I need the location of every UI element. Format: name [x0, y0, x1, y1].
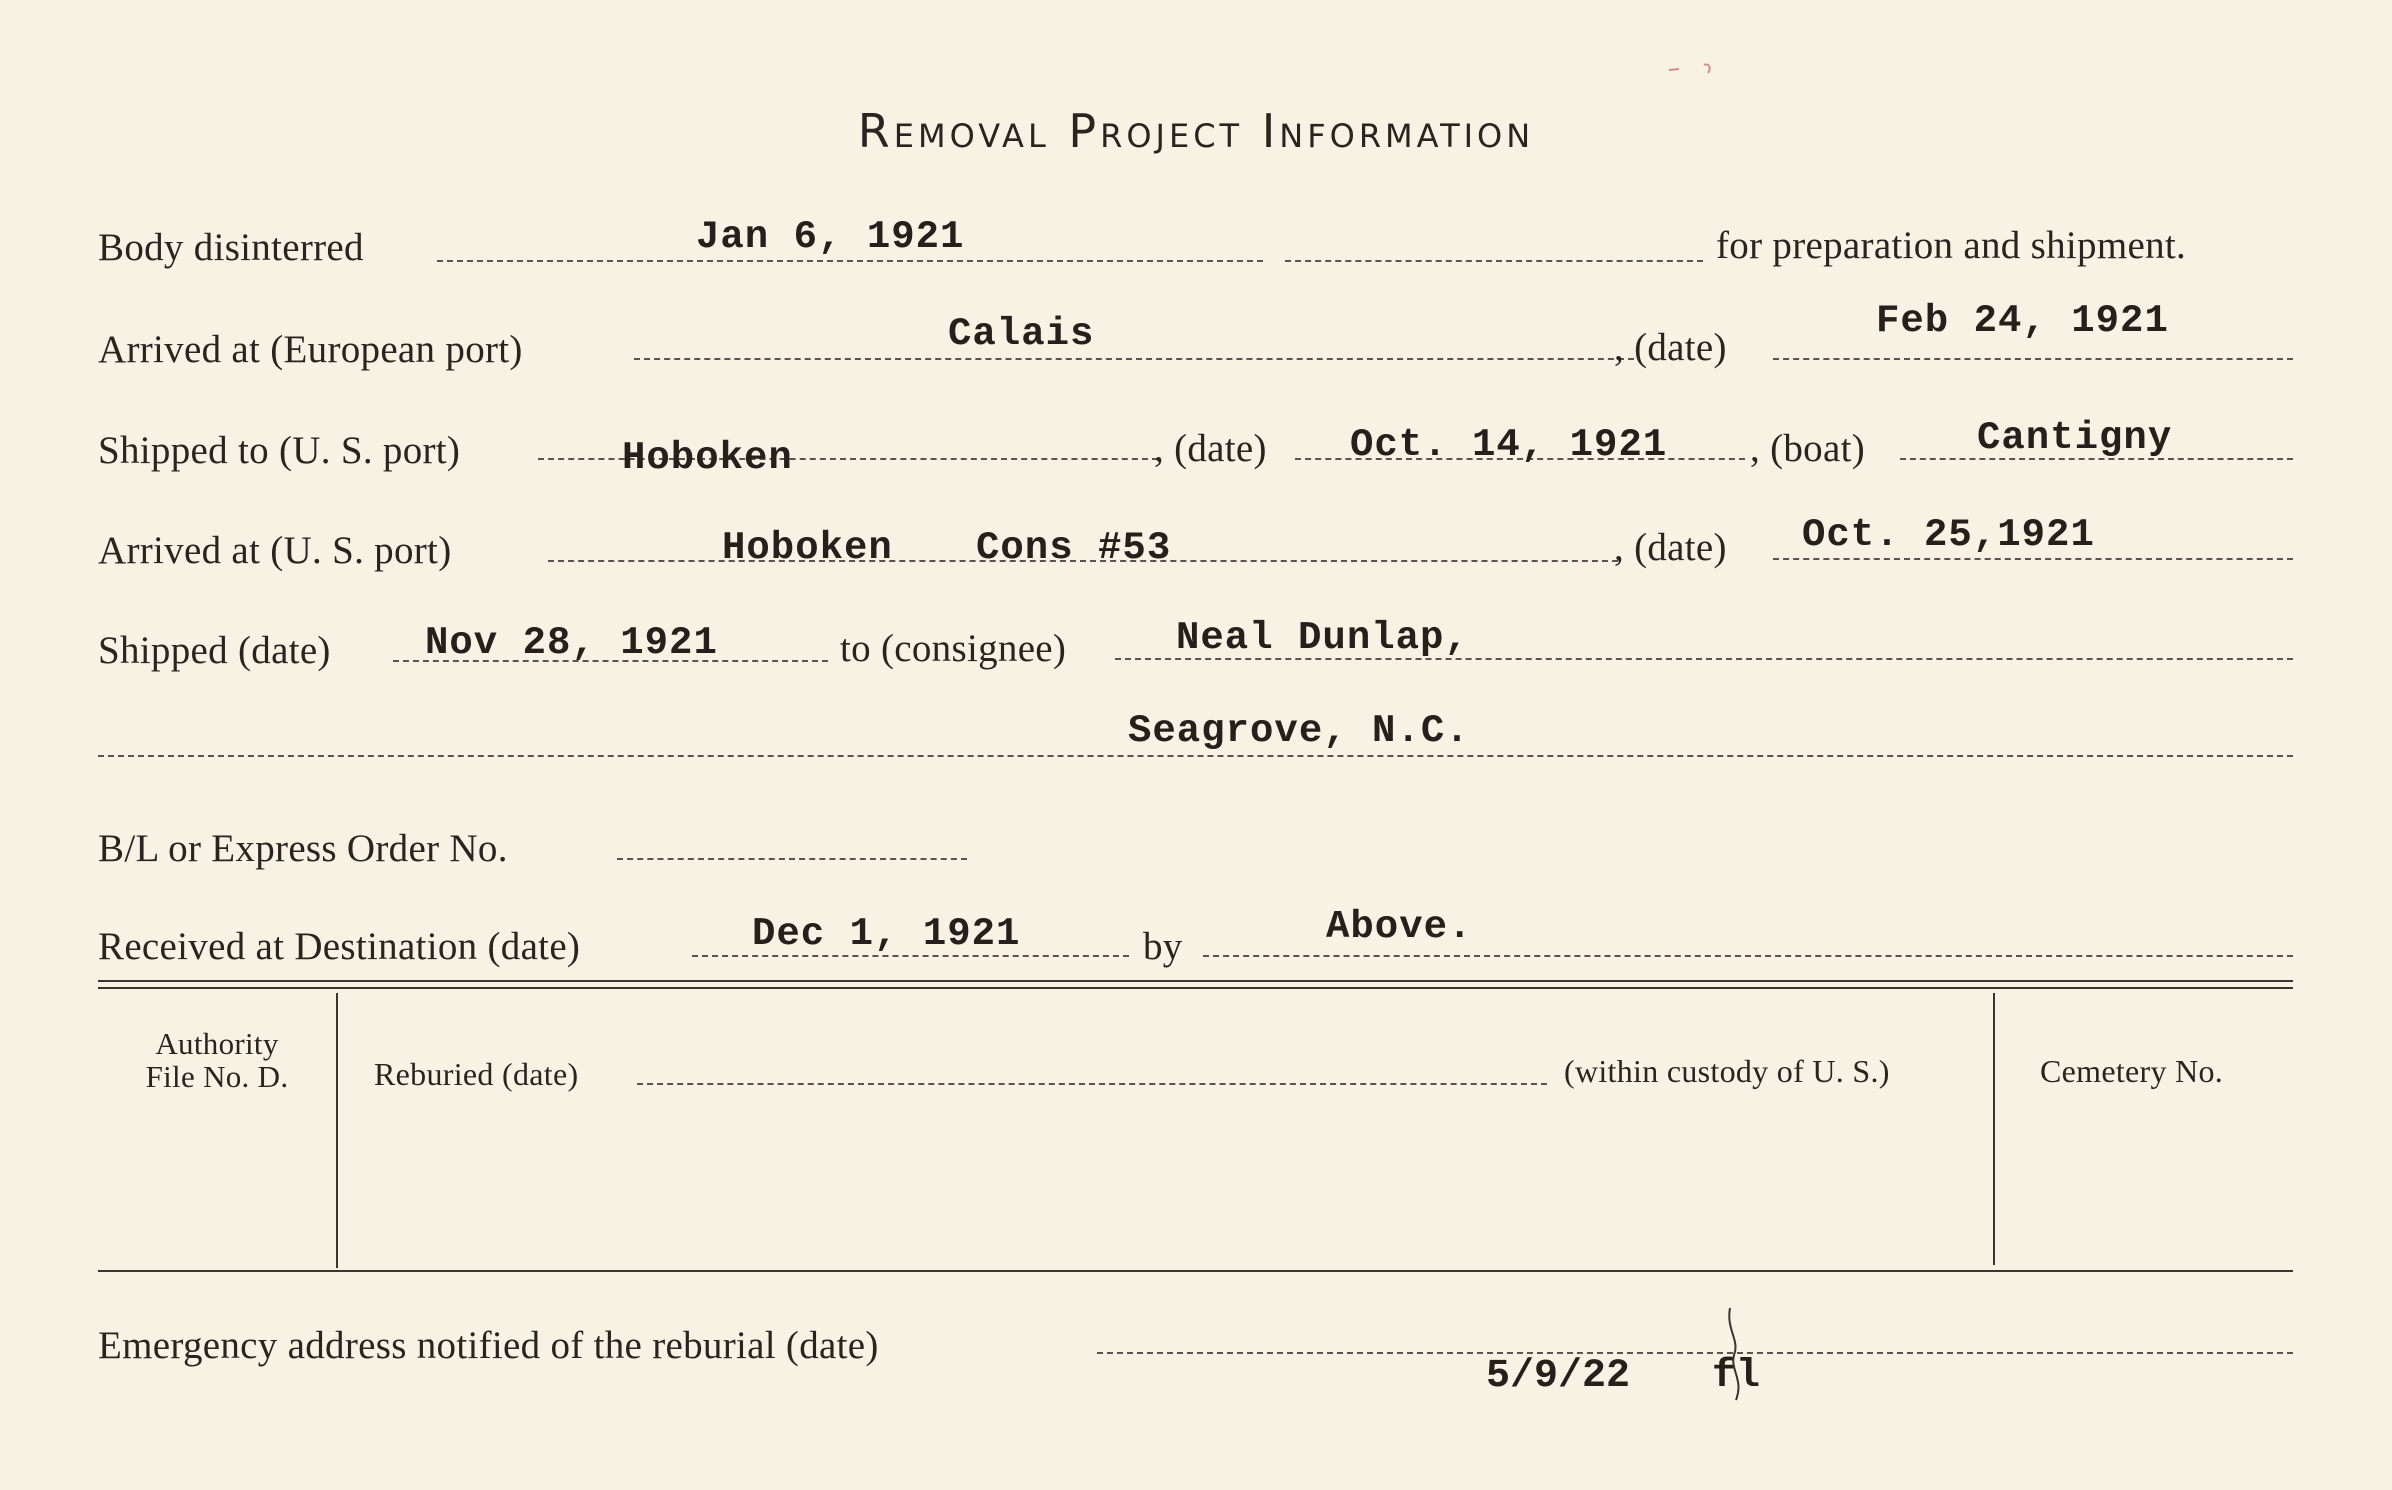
arrived-european-port-value: Calais: [948, 312, 1095, 356]
bl-express-order-label: B/L or Express Order No.: [98, 827, 508, 870]
emergency-notified-label: Emergency address notified of the reburial (date): [98, 1324, 879, 1367]
disinterred-date-value: Jan 6, 1921: [696, 215, 965, 259]
cemetery-number-label: Cemetery No.: [2040, 1053, 2224, 1089]
initials-value: fl: [1712, 1354, 1761, 1399]
shipped-us-boat-value: Cantigny: [1977, 416, 2173, 460]
consignee-address-line: [98, 755, 2293, 757]
disinterred-label: Body disinterred: [98, 226, 364, 269]
arrived-european-date-label: , (date): [1614, 326, 1727, 369]
shipped-date-value: Nov 28, 1921: [425, 621, 718, 665]
pencil-mark-icon: [1664, 55, 1724, 85]
reburied-label: Reburied (date): [374, 1056, 579, 1092]
arrived-us-port-label: Arrived at (U. S. port): [98, 529, 452, 572]
box-top-rule: [98, 980, 2293, 982]
bl-express-order-line: [617, 858, 967, 860]
shipped-us-date-value: Oct. 14, 1921: [1350, 423, 1668, 467]
consignee-label: to (consignee): [840, 627, 1067, 670]
received-label: Received at Destination (date): [98, 925, 581, 968]
arrived-us-port-value: Hoboken: [722, 526, 893, 570]
card-title: Removal Project Information: [857, 104, 1535, 158]
box-top-rule-2: [98, 987, 2293, 989]
shipped-us-boat-label: , (boat): [1750, 427, 1866, 470]
handwritten-mark-icon: [1700, 1300, 1780, 1410]
arrived-european-port-line: [634, 358, 1634, 360]
arrived-us-cons-value: Cons #53: [976, 526, 1172, 570]
disinterred-suffix-label: for preparation and shipment.: [1716, 224, 2187, 267]
shipped-us-port-label: Shipped to (U. S. port): [98, 429, 461, 472]
emergency-date-line: [1097, 1352, 2293, 1354]
reburied-line: [637, 1083, 1547, 1085]
received-by-label: by: [1143, 925, 1183, 968]
arrived-us-date-label: , (date): [1614, 526, 1727, 569]
custody-label: (within custody of U. S.): [1564, 1053, 1890, 1089]
arrived-european-date-value: Feb 24, 1921: [1876, 299, 2169, 343]
shipped-date-label: Shipped (date): [98, 629, 331, 672]
arrived-us-date-value: Oct. 25,1921: [1802, 513, 2095, 557]
received-by-line: [1203, 955, 2293, 957]
consignee-value: Neal Dunlap,: [1176, 616, 1469, 660]
shipped-us-port-value: Hoboken: [622, 436, 793, 480]
consignee-address-value: Seagrove, N.C.: [1128, 709, 1470, 753]
arrived-european-date-line: [1773, 358, 2293, 360]
received-date-value: Dec 1, 1921: [752, 912, 1021, 956]
received-by-value: Above.: [1326, 905, 1473, 949]
arrived-us-date-line: [1773, 558, 2293, 560]
disinterred-line-2: [1285, 260, 1703, 262]
shipped-us-date-label: , (date): [1154, 427, 1267, 470]
authority-file-label: Authority File No. D.: [145, 1026, 289, 1095]
emergency-date-value: 5/9/22: [1486, 1354, 1631, 1399]
box-divider-left: [336, 993, 338, 1268]
disinterred-line: [437, 260, 1263, 262]
arrived-european-port-label: Arrived at (European port): [98, 328, 523, 371]
box-divider-right: [1993, 993, 1995, 1265]
box-bottom-rule: [98, 1270, 2293, 1272]
